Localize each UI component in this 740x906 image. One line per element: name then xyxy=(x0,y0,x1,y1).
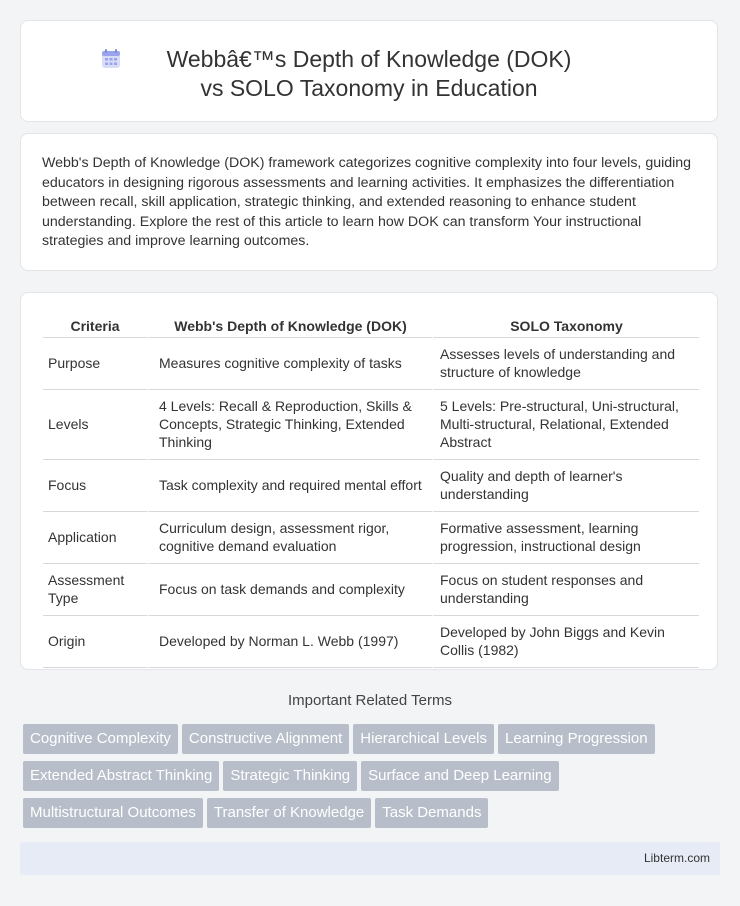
row-solo: Assesses levels of understanding and structure of knowledge xyxy=(432,338,699,390)
row-criteria: Levels xyxy=(43,390,147,460)
term-tag[interactable]: Transfer of Knowledge xyxy=(207,798,371,828)
term-tag[interactable]: Constructive Alignment xyxy=(182,724,349,754)
table-row xyxy=(43,564,699,616)
row-dok: 4 Levels: Recall & Reproduction, Skills & Concepts, Strategic Thinking, Extended Thinking xyxy=(147,390,432,460)
row-solo: Formative assessment, learning progression, instructional design xyxy=(432,512,699,564)
term-tag[interactable]: Surface and Deep Learning xyxy=(361,761,558,791)
row-solo: Quality and depth of learner's understanding xyxy=(432,460,699,512)
footer-site-link[interactable]: Libterm.com xyxy=(643,851,710,865)
row-dok: Focus on task demands and complexity xyxy=(147,564,432,616)
table-row xyxy=(43,390,699,460)
row-criteria: Purpose xyxy=(43,338,147,390)
row-solo: Developed by John Biggs and Kevin Collis (1982) xyxy=(432,616,699,668)
term-tag[interactable]: Cognitive Complexity xyxy=(23,724,178,754)
term-tag[interactable]: Multistructural Outcomes xyxy=(23,798,203,828)
row-dok: Curriculum design, assessment rigor, cognitive demand evaluation xyxy=(147,512,432,564)
intro-paragraph: Webb's Depth of Knowledge (DOK) framework categorizes cognitive complexity into four levels, guiding educators in designing rigorous assessments and learning activities. It emphasizes the differentiation between recall, skill application, strategic thinking, and extended reasoning to enhance student understanding. Explore the rest of this article to learn how DOK can transform Your instructional strategies and improve learning outcomes. xyxy=(42,155,692,250)
table-row xyxy=(43,460,699,512)
term-tag[interactable]: Extended Abstract Thinking xyxy=(23,761,219,791)
row-dok: Task complexity and required mental effort xyxy=(147,460,432,512)
term-tag[interactable]: Task Demands xyxy=(375,798,488,828)
row-criteria: Origin xyxy=(43,616,147,668)
comparison-table xyxy=(43,313,699,668)
related-terms-list xyxy=(23,724,723,835)
row-dok: Developed by Norman L. Webb (1997) xyxy=(147,616,432,668)
table-header-row xyxy=(43,313,699,338)
page-title: Webbâ€™s Depth of Knowledge (DOK) vs SOLO Taxonomy in Education xyxy=(166,46,572,101)
header-criteria: Criteria xyxy=(43,313,147,338)
related-terms-heading: Important Related Terms xyxy=(288,692,452,709)
header-solo: SOLO Taxonomy xyxy=(432,313,699,338)
header-dok: Webb's Depth of Knowledge (DOK) xyxy=(147,313,432,338)
term-tag[interactable]: Hierarchical Levels xyxy=(353,724,494,754)
footer xyxy=(20,842,720,875)
term-tag[interactable]: Learning Progression xyxy=(498,724,655,754)
row-solo: Focus on student responses and understanding xyxy=(432,564,699,616)
row-criteria: Assessment Type xyxy=(43,564,147,616)
title-card xyxy=(20,20,718,122)
intro-card xyxy=(20,133,718,271)
row-dok: Measures cognitive complexity of tasks xyxy=(147,338,432,390)
row-solo: 5 Levels: Pre-structural, Uni-structural, Multi-structural, Relational, Extended Abstract xyxy=(432,390,699,460)
table-row xyxy=(43,512,699,564)
term-tag[interactable]: Strategic Thinking xyxy=(223,761,357,791)
table-row xyxy=(43,616,699,668)
table-row xyxy=(43,338,699,390)
comparison-card xyxy=(20,292,718,670)
row-criteria: Focus xyxy=(43,460,147,512)
row-criteria: Application xyxy=(43,512,147,564)
